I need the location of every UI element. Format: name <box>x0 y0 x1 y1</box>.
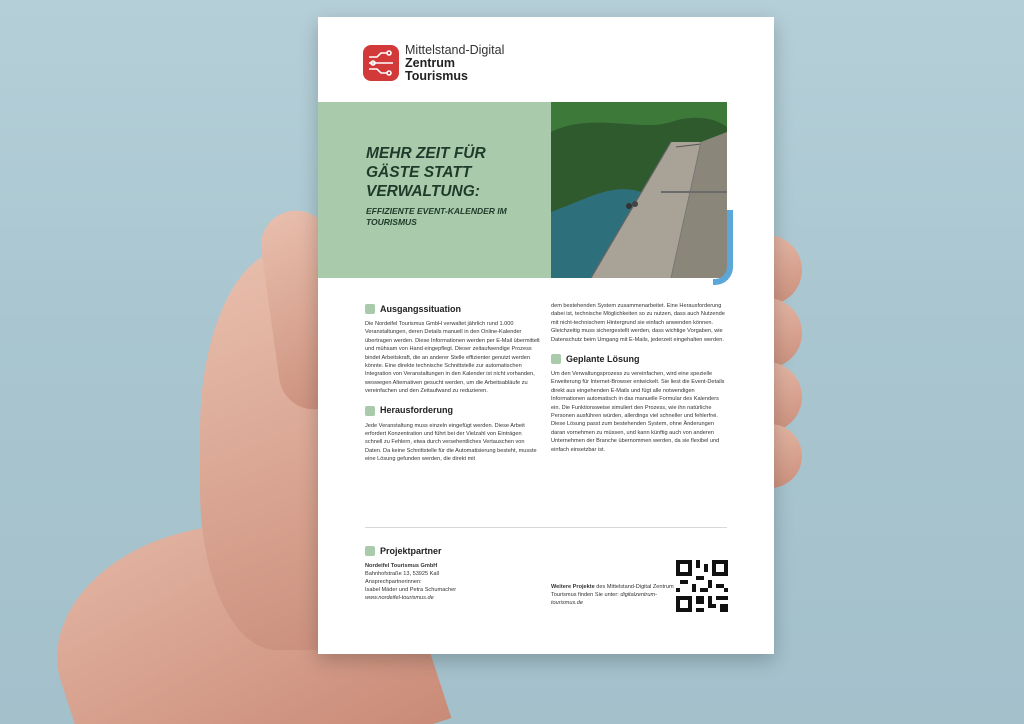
logo-line-2: Zentrum <box>405 56 455 70</box>
flyer-subtitle: EFFIZIENTE EVENT-KALENDER IM TOURISMUS <box>366 206 507 227</box>
column-left <box>365 302 540 474</box>
ausgang-paragraph: Die Nordeifel Tourismus GmbH verwaltet jährlich rund 1.000 Veranstaltungen, deren Details manuell in den Online-Kalender übertragen werden. Diese Informationen werden per E-Mail übermittelt und mühsam von Hand eingepflegt. Dieser zeitaufwendige Prozess bindet Arbeitskraft, die an anderer Stelle effizienter genutzt werden könnte. Eine direkte technische Schnittstelle zur automatischen Integration von Veranstaltungen in den Kalender ist nicht vorhanden, weswegen Alternativen gesucht werden, um die Arbeitsabläufe zu vereinfachen und den Zeitaufwand zu reduzieren. <box>365 321 540 395</box>
heading-ausgang-text: Ausgangssituation <box>380 303 462 314</box>
logo <box>363 43 504 83</box>
partner-block <box>365 544 555 602</box>
qr-code-icon <box>676 560 728 612</box>
section-heading-ausgang <box>365 304 540 314</box>
hero-accent-line <box>713 210 733 285</box>
partner-address: Bahnhofstraße 13, 53925 Kall <box>365 571 440 577</box>
heading-loesung-text: Geplante Lösung <box>566 353 640 364</box>
leaf-square-icon <box>365 304 375 314</box>
divider <box>365 527 727 528</box>
heading-partner-text: Projektpartner <box>380 546 442 556</box>
circuit-logo-icon <box>363 45 399 81</box>
leaf-square-icon <box>365 546 375 556</box>
column-right <box>551 302 729 464</box>
heraus-paragraph-cont: dem bestehenden System zusammenarbeitet. Eine Herausforderung dabei ist, technische Möglichkeiten so zu nutzen, dass auch Nutzende mit nicht-technischem Hintergrund sie einfach anwenden können. Gleichzeitig muss sichergestellt werden, dass wichtige Vorgaben, wie Datenschutz beim Umgang mit E-Mails, jederzeit eingehalten werden. <box>551 303 725 343</box>
heraus-paragraph: Jede Veranstaltung muss einzeln eingefügt werden. Diese Arbeit erfordert Konzentration und führt bei der Vielzahl von Einträgen schnell zu Fehlern, etwa durch versehentliches Vertauschen von Daten. Da keine Schnittstelle für die Automatisierung besteht, musste eine Lösung gefunden werden, die direkt mit <box>365 422 537 463</box>
leaf-square-icon <box>551 354 561 364</box>
section-heading-partner <box>365 546 555 556</box>
loesung-paragraph: Um den Verwaltungsprozess zu vereinfachen, wird eine spezielle Erweiterung für Internet-Browser entwickelt. Sie liest die Event-Details direkt aus eingehenden E-Mails und fügt alle notwendigen Informationen automatisch in das manuelle Formular des Kalenders ein. Die Funktionsweise simuliert den Prozess, wie ihn natürliche Personen ausführen würden, allerdings viel schneller und fehlerfrei. Diese Lösung passt zum bestehenden System, ohne Änderungen daran vornehmen zu müssen, und kann künftig auch von anderen Unternehmen der Branche übernommen werden, da sie flexibel und einfach einsetzbar ist. <box>551 371 725 453</box>
section-heading-loesung <box>551 354 729 364</box>
hero-banner <box>318 102 774 278</box>
partner-contacts: Isabel Mäder und Petra Schumacher <box>365 587 457 593</box>
further-bold: Weitere Projekte <box>551 584 595 590</box>
further-projects <box>551 583 681 607</box>
heading-heraus-text: Herausforderung <box>380 405 454 416</box>
logo-line-1: Mittelstand-Digital <box>405 43 505 57</box>
partner-web-link[interactable]: www.nordeifel-tourismus.de <box>365 595 434 601</box>
further-text: des Mittelstand-Digital Zentrum Tourismus finden Sie unter: <box>551 584 674 598</box>
flyer-sheet <box>318 17 774 654</box>
further-link[interactable]: digitalzentrum-tourismus.de <box>551 592 658 606</box>
flyer-title: MEHR ZEIT FÜR GÄSTE STATT VERWALTUNG: <box>366 145 486 200</box>
partner-company: Nordeifel Tourismus GmbH <box>365 563 438 569</box>
dam-photo <box>551 102 727 278</box>
leaf-square-icon <box>365 406 375 416</box>
section-heading-heraus <box>365 406 540 416</box>
partner-contact-label: Ansprechpartnerinnen: <box>365 579 422 585</box>
logo-line-3: Tourismus <box>405 69 468 83</box>
